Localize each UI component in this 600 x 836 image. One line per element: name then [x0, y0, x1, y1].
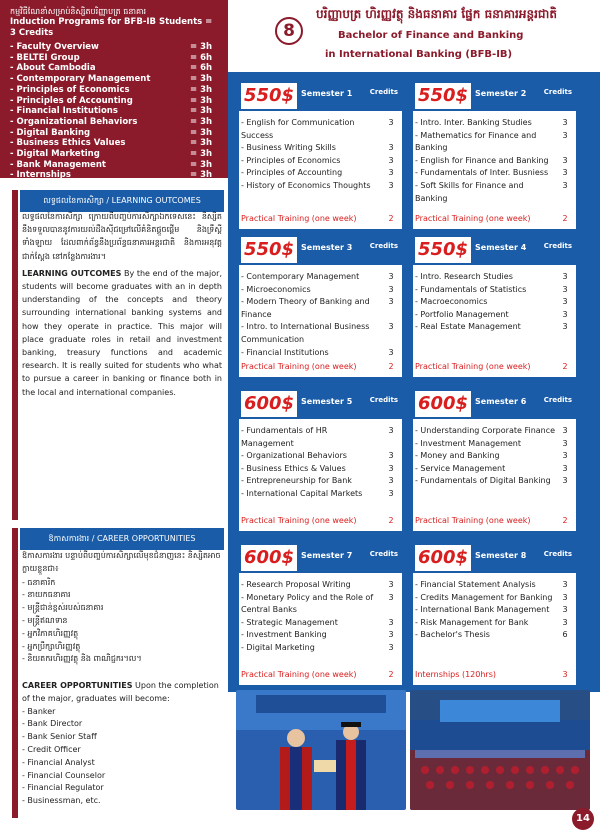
career-kh-item: - មន្ត្រីឥណទាន — [22, 615, 68, 625]
learning-outcomes-kh-text: លទ្ធផលនៃការសិក្សា ក្រោយពីបញ្ចប់ការសិក្សាឯកទេសនេះ និស្សិតនឹងទទួលបាននូវការយល់ដឹងស៊ីជម្រៅលើគំនិតផ្តួចផ្តើម និងទ្រឹស្តីទាំងឡាយ ដែលពាក់ព័ន្ធនឹងប្រព័ន្ធធនាគារអន្តរជាតិ និងការអនុវត្តជាក់ស្តែង នៅកន្លែងការងារ។ — [22, 212, 222, 261]
semester-header — [413, 389, 576, 419]
course-credits: 3 — [562, 284, 568, 294]
course-name: - Principles of Accounting — [241, 168, 343, 178]
course-credits: 3 — [562, 580, 568, 589]
course-credits: 3 — [388, 143, 394, 153]
course-row — [241, 284, 400, 297]
course-name: - Intro. Inter. Banking Studies — [415, 118, 532, 127]
course-credits: 3 — [562, 476, 568, 486]
induction-item-hours: = 3h — [190, 127, 213, 138]
program-title-en-line1: Bachelor of Finance and Banking — [338, 30, 524, 41]
course-row — [241, 321, 400, 346]
course-row — [415, 463, 574, 476]
induction-item-hours: = 3h — [190, 74, 213, 85]
left-column — [0, 0, 228, 836]
practical-training-name: Practical Training (one week) — [415, 214, 531, 223]
course-credits: 3 — [388, 284, 394, 294]
course-credits: 3 — [562, 426, 568, 435]
course-name: - Business Ethics & Values — [241, 463, 346, 473]
credits-column-label: Credits — [543, 396, 572, 404]
career-en-item: - Financial Counselor — [22, 770, 106, 780]
induction-item-name: - Bank Management — [10, 159, 106, 170]
credits-column-label: Credits — [369, 242, 398, 250]
course-row — [415, 180, 574, 205]
course-row — [241, 450, 400, 463]
induction-item-name: - Digital Banking — [10, 127, 91, 138]
practical-training-row — [241, 516, 400, 525]
career-kh-item: - អ្នកប្រឹក្សាហិរញ្ញវត្ថុ — [22, 641, 81, 651]
career-en — [0, 680, 228, 808]
course-credits: 3 — [388, 642, 394, 652]
induction-item — [10, 85, 218, 96]
course-name: - Organizational Behaviors — [241, 451, 347, 461]
course-name: - Understanding Corporate Finance — [415, 426, 556, 435]
semester-label: Semester 6 — [475, 397, 527, 406]
practical-training-row — [241, 214, 400, 223]
semester-price: 550$ — [241, 237, 297, 263]
course-row — [415, 604, 574, 617]
course-row — [241, 475, 400, 488]
practical-training-row — [415, 214, 574, 223]
career-en-bold: CAREER OPPORTUNITIES — [22, 681, 133, 690]
practical-training-credits: 2 — [562, 214, 568, 223]
induction-item — [10, 117, 218, 128]
induction-item-hours: = 3h — [190, 42, 213, 52]
course-name: - International Bank Management — [415, 605, 550, 615]
course-credits: 3 — [562, 592, 568, 602]
induction-item-name: - Internships — [10, 170, 71, 181]
semester-card-1 — [236, 78, 405, 232]
course-name: - Investment Banking — [241, 630, 327, 640]
induction-title-kh: កម្មវិធីណែនាំសម្រាប់និស្សិតបរិញ្ញាបត្រ ធនាគារ — [10, 7, 147, 16]
course-credits: 3 — [562, 180, 568, 190]
course-name: - Intro. Research Studies — [415, 272, 513, 281]
induction-item-hours: = 3h — [190, 159, 213, 170]
course-row — [241, 579, 400, 592]
career-en-item: - Financial Regulator — [22, 783, 104, 793]
course-row — [241, 642, 400, 655]
program-number-badge: 8 — [275, 17, 303, 45]
course-name: - Service Management — [415, 463, 506, 473]
course-row — [241, 425, 400, 450]
course-row — [415, 296, 574, 309]
course-credits: 3 — [388, 592, 394, 602]
learning-outcomes-en-body: By the end of the major, students will become graduates with an in depth understanding of the concepts and theory surrounding international banking systems and how they operate in practice. This major will place graduate roles in retail and investment banking, treasury functions and academic research. It is really suited for students who what to pursue a career in banking or finance both in the local and international companies. — [22, 268, 223, 397]
course-row — [415, 321, 574, 334]
credits-column-label: Credits — [369, 396, 398, 404]
induction-title-en: Induction Programs for BFB-IB Students = 3 Credits — [10, 17, 213, 38]
course-name: - Strategic Management — [241, 617, 338, 627]
course-row — [415, 155, 574, 168]
course-row — [415, 579, 574, 592]
induction-item — [10, 128, 218, 139]
course-credits: 3 — [388, 180, 394, 190]
induction-item — [10, 63, 218, 74]
career-en-list — [22, 706, 228, 808]
course-credits: 3 — [388, 347, 394, 357]
semester-card-7 — [236, 540, 405, 688]
course-name: - Microeconomics — [241, 284, 311, 294]
course-name: - Real Estate Management — [415, 322, 521, 332]
course-name: - Monetary Policy and the Role of Central Banks — [241, 592, 374, 615]
induction-item — [10, 96, 218, 107]
course-credits: 3 — [388, 118, 394, 127]
career-en-item: - Credit Officer — [22, 744, 81, 754]
induction-item-name: - Business Ethics Values — [10, 138, 126, 149]
practical-training-row — [241, 362, 400, 371]
course-row — [241, 629, 400, 642]
course-name: - Financial Institutions — [241, 347, 329, 357]
course-credits: 3 — [388, 322, 394, 332]
practical-training-credits: 3 — [562, 670, 568, 679]
induction-item-hours: = 3h — [190, 116, 213, 127]
credits-column-label: Credits — [543, 242, 572, 250]
credits-column-label: Credits — [369, 550, 398, 558]
course-credits: 3 — [562, 297, 568, 307]
course-row — [241, 271, 400, 284]
course-credits: 3 — [562, 605, 568, 615]
semester-course-list — [239, 573, 402, 655]
course-name: - Investment Management — [415, 438, 521, 448]
course-name: - Business Writing Skills — [241, 143, 336, 153]
course-row — [415, 309, 574, 322]
credits-column-label: Credits — [543, 88, 572, 96]
semester-course-list — [239, 265, 402, 359]
practical-training-credits: 2 — [388, 214, 394, 223]
induction-item — [10, 149, 218, 160]
page-header — [228, 0, 600, 70]
induction-item — [10, 160, 218, 171]
learning-outcomes-en-text — [22, 267, 222, 399]
semester-label: Semester 3 — [301, 243, 353, 252]
induction-item-name: - Contemporary Management — [10, 74, 151, 85]
course-credits: 6 — [562, 630, 568, 640]
course-name: - Macroeconomics — [415, 297, 488, 307]
course-credits: 3 — [562, 309, 568, 319]
semester-label: Semester 1 — [301, 89, 353, 98]
practical-training-credits: 2 — [562, 516, 568, 525]
semester-label: Semester 8 — [475, 551, 527, 560]
semester-card-6 — [410, 386, 579, 534]
career-en-item: - Businessman, etc. — [22, 796, 101, 806]
course-name: - Money and Banking — [415, 451, 500, 461]
course-row — [415, 617, 574, 630]
semester-course-list — [413, 419, 576, 488]
induction-item-name: - Digital Marketing — [10, 149, 100, 160]
career-body — [0, 550, 228, 666]
course-name: - Research Proposal Writing — [241, 580, 351, 589]
semester-card-5 — [236, 386, 405, 534]
career-en-item: - Bank Senior Staff — [22, 732, 97, 742]
career-en-item: - Bank Director — [22, 719, 83, 729]
practical-training-name: Practical Training (one week) — [415, 362, 531, 371]
learning-outcomes-header: លទ្ធផលនៃការសិក្សា / LEARNING OUTCOMES — [20, 190, 224, 212]
course-name: - Soft Skills for Finance and Banking — [415, 180, 524, 203]
semester-card-4 — [410, 232, 579, 380]
induction-item-name: - BELTEI Group — [10, 52, 80, 63]
induction-item-name: - About Cambodia — [10, 63, 96, 74]
course-row — [415, 450, 574, 463]
practical-training-name: Internships (120hrs) — [415, 670, 496, 679]
course-credits: 3 — [388, 463, 394, 473]
induction-item-hours: = 3h — [190, 106, 213, 117]
course-credits: 3 — [388, 168, 394, 178]
career-en-intro-line — [22, 680, 228, 706]
course-row — [415, 167, 574, 180]
practical-training-credits: 2 — [562, 362, 568, 371]
course-credits: 3 — [388, 630, 394, 640]
course-row — [241, 167, 400, 180]
course-credits: 3 — [388, 476, 394, 486]
course-credits: 3 — [388, 580, 394, 589]
course-credits: 3 — [562, 438, 568, 448]
induction-item-name: - Organizational Behaviors — [10, 116, 138, 127]
career-en-intro: Upon the completion of the major, graduates will become: — [22, 681, 219, 703]
course-name: - Modern Theory of Banking and Finance — [241, 297, 370, 319]
induction-item — [10, 106, 218, 117]
practical-training-credits: 2 — [388, 516, 394, 525]
course-name: - Fundamentals of Digital Banking — [415, 476, 551, 486]
course-row — [241, 463, 400, 476]
induction-list — [10, 42, 218, 181]
induction-item-name: - Financial Institutions — [10, 106, 118, 117]
semester-price: 600$ — [241, 391, 297, 417]
semester-header — [239, 389, 402, 419]
induction-item — [10, 74, 218, 85]
course-name: - English for Communication Success — [241, 118, 355, 140]
semester-card-8 — [410, 540, 579, 688]
practical-training-name: Practical Training (one week) — [241, 670, 357, 679]
semester-price: 550$ — [415, 237, 471, 263]
semester-course-list — [239, 419, 402, 501]
course-credits: 3 — [388, 297, 394, 307]
course-credits: 3 — [388, 272, 394, 281]
course-name: - Fundamentals of Inter. Busniess — [415, 168, 549, 178]
career-kh-item: - និយតករហិរញ្ញវត្ថុ និង ពាណិជ្ជករ។ល។ — [22, 654, 142, 664]
course-name: - International Capital Markets — [241, 488, 363, 498]
course-row — [415, 271, 574, 284]
program-title-kh: បរិញ្ញាបត្រ ហិរញ្ញវត្ថុ និងធនាគារ ផ្នែក ធនាគារអន្តរជាតិ — [316, 7, 557, 21]
semester-price: 550$ — [241, 83, 297, 109]
course-row — [415, 117, 574, 130]
semester-course-list — [413, 111, 576, 205]
course-name: - Contemporary Management — [241, 272, 360, 281]
practical-training-name: Practical Training (one week) — [415, 516, 531, 525]
course-row — [241, 180, 400, 193]
semester-header — [413, 543, 576, 573]
practical-training-name: Practical Training (one week) — [241, 516, 357, 525]
practical-training-row — [415, 362, 574, 371]
course-row — [241, 347, 400, 360]
course-name: - Risk Management for Bank — [415, 617, 529, 627]
course-credits: 3 — [562, 130, 568, 140]
course-name: - Entrepreneurship for Bank — [241, 476, 352, 486]
induction-item — [10, 53, 218, 64]
course-row — [241, 142, 400, 155]
induction-item-name: - Faculty Overview — [10, 42, 99, 52]
course-row — [241, 155, 400, 168]
learning-outcomes-body — [0, 210, 228, 399]
course-row — [241, 488, 400, 501]
induction-item-hours: = 3h — [190, 138, 213, 149]
semester-label: Semester 4 — [475, 243, 527, 252]
course-row — [415, 629, 574, 642]
course-credits: 3 — [388, 426, 394, 435]
course-row — [241, 592, 400, 617]
course-name: - History of Economics Thoughts — [241, 180, 371, 190]
career-kh-item: - មន្ត្រីជាន់ខ្ពស់របស់ធនាគារ — [22, 603, 104, 613]
induction-item-hours: = 3h — [190, 149, 213, 160]
career-en-item: - Banker — [22, 706, 56, 716]
course-name: - Principles of Economics — [241, 155, 341, 165]
induction-item-hours: = 3h — [190, 95, 213, 106]
semester-header — [239, 81, 402, 111]
semester-course-list — [239, 111, 402, 193]
semester-label: Semester 2 — [475, 89, 527, 98]
semester-price: 600$ — [415, 545, 471, 571]
practical-training-name: Practical Training (one week) — [241, 214, 357, 223]
career-header: ឱកាសការងារ / CAREER OPPORTUNITIES — [20, 528, 224, 550]
course-row — [415, 130, 574, 155]
course-row — [241, 117, 400, 142]
course-row — [415, 438, 574, 451]
course-name: - English for Finance and Banking — [415, 155, 549, 165]
course-credits: 3 — [562, 463, 568, 473]
course-credits: 3 — [562, 451, 568, 461]
semester-header — [413, 81, 576, 111]
induction-item — [10, 138, 218, 149]
induction-item-hours: = 3h — [190, 170, 213, 181]
course-row — [415, 284, 574, 297]
course-row — [241, 296, 400, 321]
semester-header — [239, 235, 402, 265]
practical-training-row — [415, 516, 574, 525]
practical-training-row — [415, 670, 574, 679]
practical-training-row — [241, 670, 400, 679]
semester-course-list — [413, 573, 576, 642]
course-credits: 3 — [562, 272, 568, 281]
credits-column-label: Credits — [543, 550, 572, 558]
page-number: 14 — [572, 808, 594, 830]
semester-label: Semester 7 — [301, 551, 353, 560]
semester-card-2 — [410, 78, 579, 232]
course-credits: 3 — [388, 488, 394, 498]
semester-header — [413, 235, 576, 265]
career-en-item: - Financial Analyst — [22, 757, 95, 767]
semester-price: 600$ — [241, 545, 297, 571]
induction-item-hours: = 6h — [190, 52, 213, 63]
semester-header — [239, 543, 402, 573]
graduation-photo-1 — [236, 690, 406, 810]
induction-item — [10, 170, 218, 181]
semester-price: 550$ — [415, 83, 471, 109]
induction-program-box — [0, 0, 228, 181]
course-row — [415, 475, 574, 488]
induction-item — [10, 42, 218, 53]
semester-card-3 — [236, 232, 405, 380]
course-name: - Digital Marketing — [241, 642, 315, 652]
course-name: - Fundamentals of HR Management — [241, 426, 328, 448]
course-name: - Portfolio Management — [415, 309, 509, 319]
learning-outcomes-en-bold: LEARNING OUTCOMES — [22, 268, 122, 278]
course-row — [415, 425, 574, 438]
induction-item-name: - Principles of Accounting — [10, 95, 133, 106]
graduation-photo-2 — [410, 690, 590, 810]
course-credits: 3 — [562, 155, 568, 165]
semester-price: 600$ — [415, 391, 471, 417]
course-name: - Bachelor's Thesis — [415, 630, 490, 640]
program-title-en-line2: in International Banking (BFB-IB) — [325, 49, 513, 60]
course-name: - Fundamentals of Statistics — [415, 284, 527, 294]
course-credits: 3 — [562, 118, 568, 127]
course-name: - Mathematics for Finance and Banking — [415, 130, 537, 153]
course-name: - Financial Statement Analysis — [415, 580, 536, 589]
career-kh-item: - អ្នកវិភាគហិរញ្ញវត្ថុ — [22, 628, 79, 638]
course-row — [415, 592, 574, 605]
practical-training-credits: 2 — [388, 670, 394, 679]
course-credits: 3 — [388, 617, 394, 627]
course-credits: 3 — [562, 617, 568, 627]
career-kh-item: - ធនាគារិក — [22, 577, 56, 587]
course-name: - Intro. to International Business Communication — [241, 322, 370, 344]
career-kh-item: - នាយកធនាគារ — [22, 590, 71, 600]
course-row — [241, 617, 400, 630]
induction-item-hours: = 6h — [190, 63, 213, 74]
career-kh-list — [22, 577, 222, 667]
credits-column-label: Credits — [369, 88, 398, 96]
semester-label: Semester 5 — [301, 397, 353, 406]
course-credits: 3 — [562, 322, 568, 332]
induction-item-hours: = 3h — [190, 84, 213, 95]
course-credits: 3 — [388, 155, 394, 165]
semester-course-list — [413, 265, 576, 334]
practical-training-credits: 2 — [388, 362, 394, 371]
practical-training-name: Practical Training (one week) — [241, 362, 357, 371]
induction-item-name: - Principles of Economics — [10, 84, 130, 95]
career-kh-intro: ឱកាសការងារ បន្ទាប់ពីបញ្ចប់ការសិក្សាលើមុខជំនាញនេះ និស្សិតអាចក្លាយខ្លួនជា៖ — [22, 551, 221, 573]
course-credits: 3 — [562, 168, 568, 178]
course-credits: 3 — [388, 451, 394, 461]
course-name: - Credits Management for Banking — [415, 592, 553, 602]
